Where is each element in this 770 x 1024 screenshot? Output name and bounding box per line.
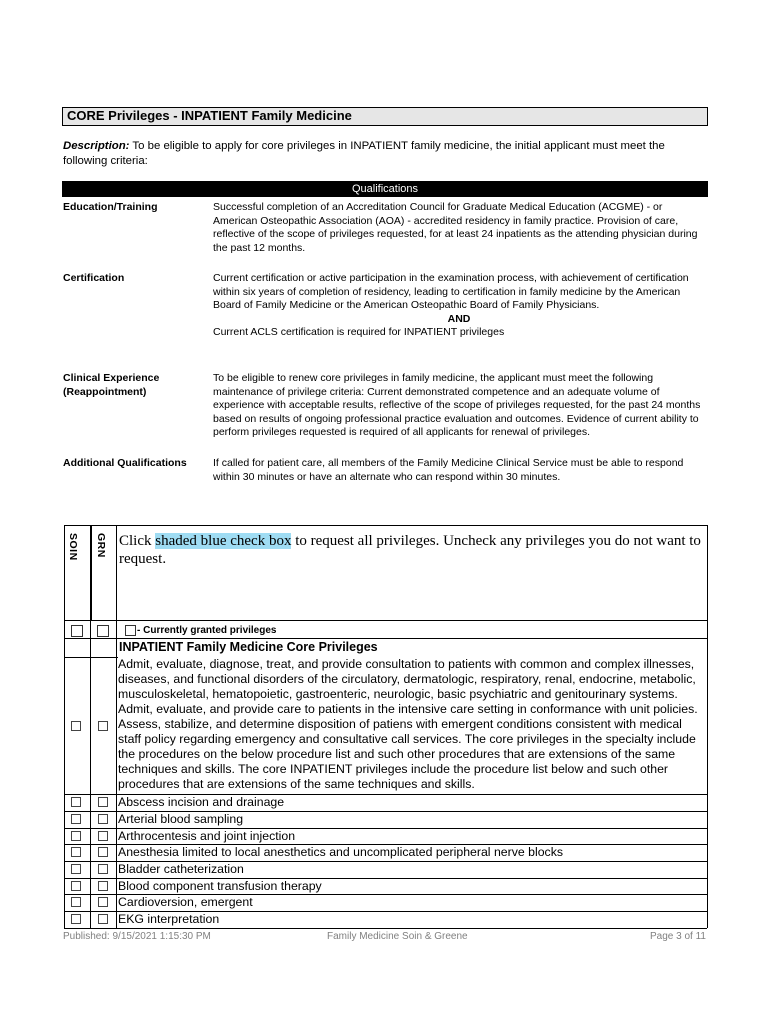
qual-text: If called for patient care, all members of the Family Medicine Clinical Service must be able to respond within 30 minutes or have an alternate who can respond within 30 minutes. xyxy=(213,457,684,483)
grid-line xyxy=(64,657,118,658)
privileges-body: Admit, evaluate, diagnose, treat, and provide consultation to patients with common and complex illnesses, diseases, and functional disorders of the circulatory, dermatologic, respiratory, renal, endocrine, metabolic, musculoskeletal, hematopoietic, gastroenteric, neurologic, basic psychiatric and genitourinary systems. Admit, evaluate, and provide care to patients in the intensive care setting in conformance with unit policies. Assess, stabilize, and determine disposition of patiens with emergent conditions consistent with medical staff policy regarding emergency and consultative call services. The core privileges in the specialty include the procedures on the below procedure list and such other procedures that are extensions of the same techniques and skills. The core INPATIENT privileges include the procedure list below and such other procedures that are extensions of the same techniques and skills. xyxy=(118,657,698,791)
procedure-item: Blood component transfusion therapy xyxy=(118,879,322,893)
qualifications-header: Qualifications xyxy=(62,181,708,197)
granted-legend-checkbox xyxy=(125,625,136,636)
procedure-soin-checkbox[interactable] xyxy=(71,897,81,907)
procedure-soin-checkbox[interactable] xyxy=(71,797,81,807)
procedure-item: Arterial blood sampling xyxy=(118,812,244,826)
cert-text: Current certification or active participation in the examination process, with achievement of certification within six years of completion of residency, leading to certification in family medicine by the American Board of Family Medicine or the American Osteopathic Board of Family Physicians. xyxy=(213,272,689,312)
select-all-grn-checkbox[interactable] xyxy=(97,625,109,637)
procedure-item: EKG interpretation xyxy=(118,912,220,926)
procedure-grn-checkbox[interactable] xyxy=(98,881,108,891)
instruction-post: to request all privileges. Uncheck any privileges you do not want to request. xyxy=(119,533,701,567)
description-lead: Description: xyxy=(63,140,130,152)
col-header-grn: GRN xyxy=(95,533,107,558)
grid-line xyxy=(64,525,65,929)
and-label: AND xyxy=(447,312,471,325)
granted-legend-label: - Currently granted privileges xyxy=(137,625,277,636)
qual-text xyxy=(213,272,705,340)
grid-line xyxy=(64,638,707,639)
procedure-item: Cardioversion, emergent xyxy=(118,895,253,909)
procedure-soin-checkbox[interactable] xyxy=(71,914,81,924)
procedure-item: Bladder catheterization xyxy=(118,862,244,876)
footer-page-number: Page 3 of 11 xyxy=(650,931,706,942)
qual-text: To be eligible to renew core privileges in family medicine, the applicant must meet the following maintenance of privilege criteria: Current demonstrated competence and an adequate volume of experience with acceptable results, reflective of the scope of privileges requested, for the past 24 months based on results of ongoing professional practice evaluation and outcomes. Evidence of current ability to perform privileges requested is required of all applicants for renewal of privileges. xyxy=(213,372,701,439)
procedure-soin-checkbox[interactable] xyxy=(71,881,81,891)
qual-label: Clinical Experience (Reappointment) xyxy=(63,372,160,398)
procedure-soin-checkbox[interactable] xyxy=(71,847,81,857)
core-soin-checkbox[interactable] xyxy=(71,721,81,731)
procedure-item: Arthrocentesis and joint injection xyxy=(118,829,296,843)
procedure-grn-checkbox[interactable] xyxy=(98,797,108,807)
qual-text: Successful completion of an Accreditation Council for Graduate Medical Education (ACGME) - or American Osteopathic Association (AOA) - accredited residency in family practice. Provision of care, reflective of the scope of privileges requested, for at least 24 inpatients as the attending physician during the past 12 months. xyxy=(213,201,698,254)
select-all-soin-checkbox[interactable] xyxy=(71,625,83,637)
procedure-item: Anesthesia limited to local anesthetics and uncomplicated peripheral nerve blocks xyxy=(118,845,563,859)
privileges-title: INPATIENT Family Medicine Core Privileges xyxy=(119,640,378,654)
grid-line xyxy=(707,525,708,638)
grid-line xyxy=(91,525,92,620)
procedure-grn-checkbox[interactable] xyxy=(98,914,108,924)
grid-line xyxy=(64,525,707,526)
instruction-highlight: shaded blue check box xyxy=(155,533,292,549)
procedure-grn-checkbox[interactable] xyxy=(98,831,108,841)
procedure-soin-checkbox[interactable] xyxy=(71,814,81,824)
procedure-item: Abscess incision and drainage xyxy=(118,795,285,809)
description-text: To be eligible to apply for core privileges in INPATIENT family medicine, the initial applicant must meet the following criteria: xyxy=(63,140,665,167)
description xyxy=(63,139,708,169)
procedure-soin-checkbox[interactable] xyxy=(71,831,81,841)
grid-line xyxy=(707,638,708,928)
procedure-grn-checkbox[interactable] xyxy=(98,864,108,874)
footer-published: Published: 9/15/2021 1:15:30 PM xyxy=(63,931,211,942)
instruction-pre: Click xyxy=(119,533,156,549)
procedure-grn-checkbox[interactable] xyxy=(98,847,108,857)
section-title: CORE Privileges - INPATIENT Family Medicine xyxy=(62,107,708,126)
core-grn-checkbox[interactable] xyxy=(98,721,108,731)
grid-line xyxy=(116,525,117,929)
qual-label: Additional Qualifications xyxy=(63,457,187,469)
qual-label: Education/Training xyxy=(63,201,158,213)
footer-title: Family Medicine Soin & Greene xyxy=(327,931,468,942)
qual-label: Certification xyxy=(63,272,125,284)
instruction-text xyxy=(119,532,704,568)
procedure-soin-checkbox[interactable] xyxy=(71,864,81,874)
col-header-soin: SOIN xyxy=(67,533,79,561)
procedure-grn-checkbox[interactable] xyxy=(98,814,108,824)
procedure-grn-checkbox[interactable] xyxy=(98,897,108,907)
cert-text-2: Current ACLS certification is required for INPATIENT privileges xyxy=(213,326,505,339)
grid-line xyxy=(64,620,707,621)
grid-line xyxy=(64,928,707,929)
